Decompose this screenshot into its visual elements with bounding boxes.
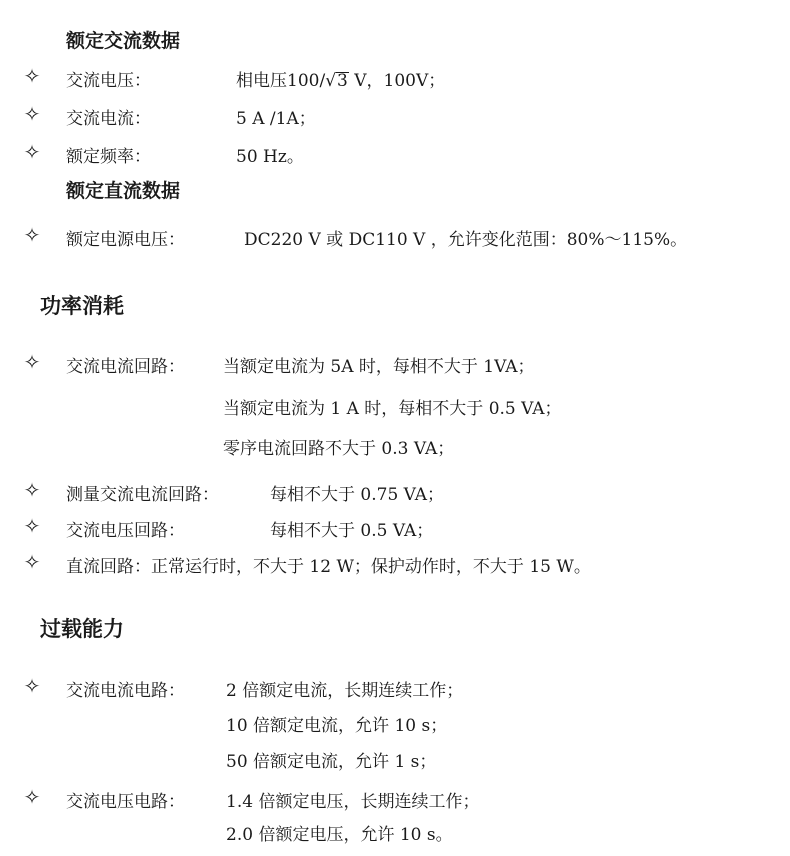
bullet-icon: ✧ <box>23 550 41 574</box>
ac-voltage-label: 交流电压： <box>66 71 151 91</box>
bullet-icon: ✧ <box>23 102 41 126</box>
ac-voltage-value <box>236 66 445 91</box>
sqrt-argument: 3 <box>337 71 348 91</box>
measure-loop-value: 每相不大于 0.75 VA； <box>270 485 445 505</box>
ac-current-circuit-line: 10 倍额定电流，允许 10 s； <box>226 716 448 736</box>
rated-ac-title: 额定交流数据 <box>66 30 181 52</box>
frequency-value: 50 Hz。 <box>236 147 304 167</box>
bullet-icon: ✧ <box>23 514 41 538</box>
ac-current-loop-line: 当额定电流为 5A 时，每相不大于 1VA； <box>223 357 535 377</box>
dc-supply-label: 额定电源电压： <box>66 230 185 250</box>
ac-current-circuit-line: 2 倍额定电流，长期连续工作； <box>226 681 464 701</box>
ac-current-loop-line: 当额定电流为 1 A 时，每相不大于 0.5 VA； <box>223 399 562 419</box>
bullet-icon: ✧ <box>23 140 41 164</box>
bullet-icon: ✧ <box>23 350 41 374</box>
ac-voltage-loop-label: 交流电压回路： <box>66 521 185 541</box>
dc-supply-value: DC220 V 或 DC110 V ，允许变化范围：80%～115%。 <box>244 230 688 250</box>
frequency-label: 额定频率： <box>66 147 151 167</box>
ac-voltage-circuit-label: 交流电压电路： <box>66 792 185 812</box>
ac-voltage-circuit-line: 1.4 倍额定电压，长期连续工作； <box>226 792 480 812</box>
ac-current-label: 交流电流： <box>66 109 151 129</box>
bullet-icon: ✧ <box>23 478 41 502</box>
ac-voltage-circuit-line: 2.0 倍额定电压，允许 10 s。 <box>226 825 453 845</box>
measure-loop-label: 测量交流电流回路： <box>66 485 219 505</box>
ac-current-circuit-label: 交流电流电路： <box>66 681 185 701</box>
power-title: 功率消耗 <box>40 294 124 318</box>
ac-voltage-loop-value: 每相不大于 0.5 VA； <box>270 521 434 541</box>
bullet-icon: ✧ <box>23 223 41 247</box>
ac-voltage-value-suffix: V，100V； <box>348 71 446 91</box>
ac-voltage-value-prefix: 相电压100/ <box>236 71 326 91</box>
bullet-icon: ✧ <box>23 64 41 88</box>
bullet-icon: ✧ <box>23 785 41 809</box>
ac-current-circuit-line: 50 倍额定电流，允许 1 s； <box>226 752 437 772</box>
zero-sequence-line: 零序电流回路不大于 0.3 VA； <box>223 439 455 459</box>
ac-current-loop-label: 交流电流回路： <box>66 357 185 377</box>
dc-loop-text: 直流回路：正常运行时，不大于 12 W；保护动作时，不大于 15 W。 <box>66 557 591 577</box>
rated-dc-title: 额定直流数据 <box>66 180 181 202</box>
bullet-icon: ✧ <box>23 674 41 698</box>
overload-title: 过载能力 <box>40 617 124 641</box>
sqrt-sign: √ <box>325 71 337 91</box>
ac-current-value: 5 A /1A； <box>236 109 316 129</box>
